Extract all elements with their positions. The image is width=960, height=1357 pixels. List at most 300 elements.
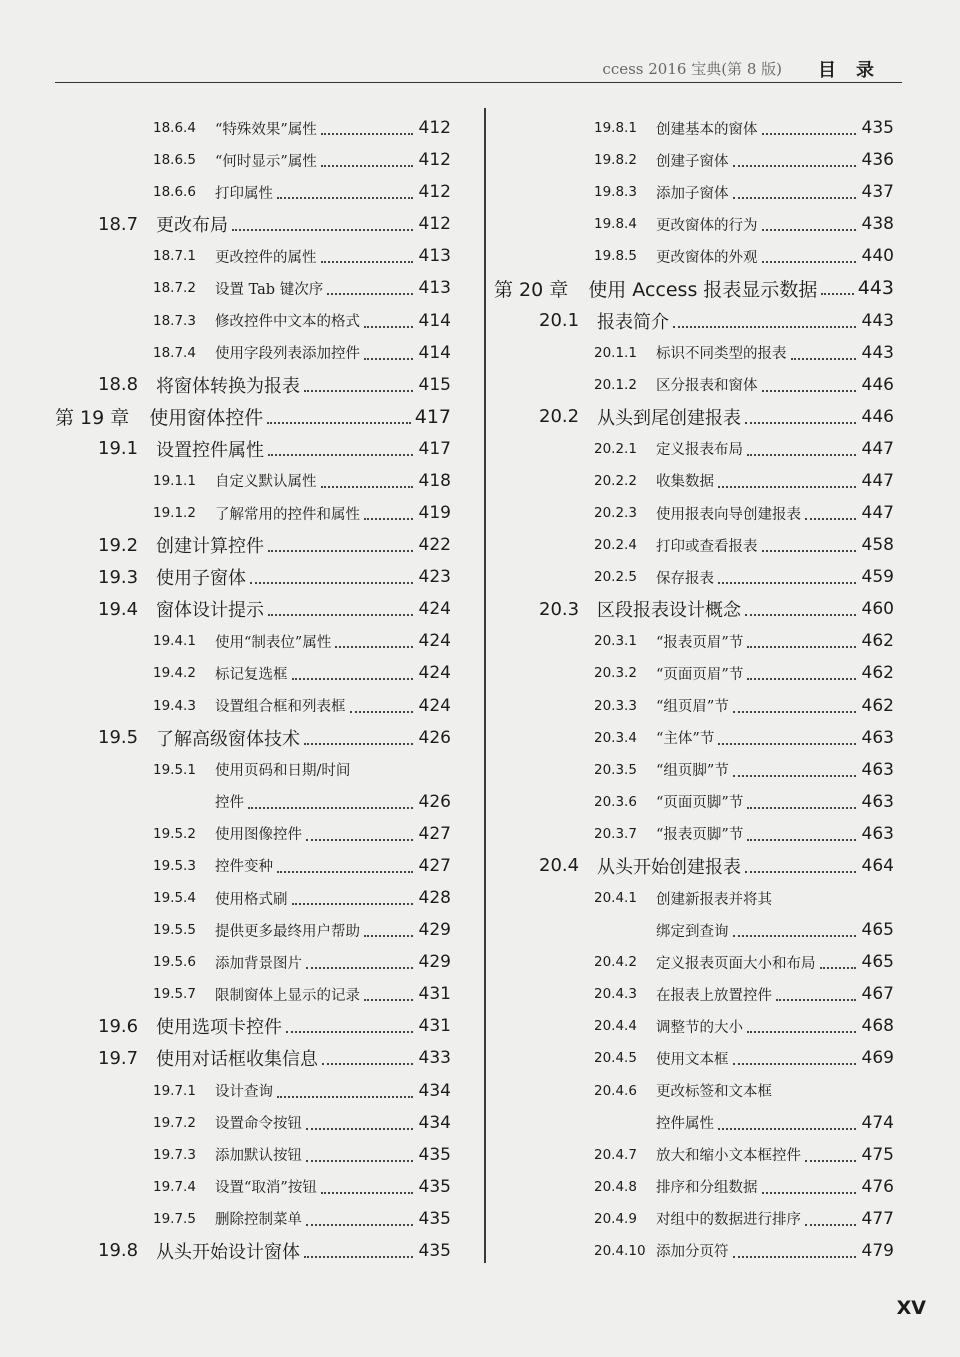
toc-entry-title: 创建基本的窗体 (656, 121, 758, 138)
toc-entry (55, 786, 451, 818)
toc-dot-leader (364, 518, 413, 520)
toc-entry-page: 463 (861, 823, 894, 844)
toc-entry (55, 561, 451, 593)
toc-entry-title: 添加背景图片 (215, 955, 302, 972)
toc-entry (55, 593, 451, 625)
toc-entry-title: 了解常用的控件和属性 (215, 506, 360, 523)
toc-dot-leader (277, 197, 413, 199)
toc-entry-title: “主体”节 (656, 731, 715, 748)
toc-dot-leader (762, 390, 857, 392)
toc-entry (494, 529, 894, 561)
toc-entry-page: 462 (861, 663, 894, 684)
toc-entry-number: 20.3.2 (594, 665, 637, 682)
toc-entry (55, 1139, 451, 1171)
toc-dot-leader (277, 871, 413, 873)
toc-entry (494, 657, 894, 689)
toc-dot-leader (364, 935, 413, 937)
toc-entry (55, 1107, 451, 1139)
toc-entry-title: 区分报表和窗体 (656, 378, 758, 395)
toc-entry-number: 19.7 (98, 1047, 139, 1069)
toc-entry-page: 424 (418, 663, 451, 684)
toc-entry (494, 786, 894, 818)
toc-entry-page: 435 (418, 1144, 451, 1165)
page-number: XV (896, 1297, 926, 1319)
toc-entry-title: 打印或查看报表 (656, 538, 758, 555)
toc-dot-leader (718, 1128, 856, 1130)
toc-entry-title: 了解高级窗体技术 (156, 728, 300, 750)
toc-dot-leader (821, 293, 853, 295)
toc-entry-page: 443 (861, 342, 894, 363)
toc-entry-title: 调整节的大小 (656, 1019, 743, 1036)
toc-dot-leader (268, 454, 413, 456)
toc-dot-leader (718, 582, 856, 584)
toc-entry (55, 272, 451, 304)
toc-entry (55, 946, 451, 978)
toc-entry-title: 使用图像控件 (215, 827, 302, 844)
toc-entry-title: 控件变种 (215, 859, 273, 876)
toc-entry-number: 19.6 (98, 1015, 139, 1037)
toc-entry-number: 20.4 (539, 855, 580, 877)
toc-dot-leader (747, 646, 856, 648)
toc-entry-number: 20.1.2 (594, 376, 637, 393)
toc-entry-page: 464 (861, 855, 894, 876)
toc-entry-number: 19.8.1 (594, 120, 637, 137)
toc-entry-number: 20.2 (539, 406, 580, 428)
toc-entry (55, 625, 451, 657)
toc-entry-number: 19.4.3 (153, 697, 196, 714)
toc-entry (55, 914, 451, 946)
toc-dot-leader (335, 646, 413, 648)
toc-entry (494, 112, 894, 144)
toc-entry-title: 创建子窗体 (656, 153, 729, 170)
toc-entry (494, 561, 894, 593)
toc-entry-page: 443 (857, 277, 894, 300)
toc-entry-page: 414 (418, 342, 451, 363)
toc-entry (55, 657, 451, 689)
toc-entry (55, 850, 451, 882)
toc-entry (55, 144, 451, 176)
toc-entry (494, 497, 894, 529)
toc-entry-number: 19.7.1 (153, 1082, 196, 1099)
toc-dot-leader (304, 743, 413, 745)
toc-entry (55, 882, 451, 914)
page-header (55, 48, 902, 83)
toc-entry-page: 429 (418, 920, 451, 941)
toc-dot-leader (286, 1031, 413, 1033)
toc-entry-title: “组页脚”节 (656, 763, 729, 780)
toc-entry-page: 415 (418, 374, 451, 395)
toc-entry-title: “组页眉”节 (656, 699, 729, 716)
toc-dot-leader (306, 1128, 413, 1130)
toc-dot-leader (304, 390, 413, 392)
toc-entry-number: 18.6.6 (153, 184, 196, 201)
toc-entry-number: 20.3.5 (594, 761, 637, 778)
toc-entry-title: 自定义默认属性 (215, 474, 317, 491)
toc-entry-title: 使用“制表位”属性 (215, 634, 332, 651)
toc-entry-number: 20.3.7 (594, 825, 637, 842)
toc-dot-leader (762, 133, 857, 135)
toc-dot-leader (321, 165, 413, 167)
toc-entry-title: 保存报表 (656, 570, 714, 587)
toc-entry-title: 标识不同类型的报表 (656, 346, 787, 363)
toc-dot-leader (322, 1063, 413, 1065)
toc-entry-page: 427 (418, 823, 451, 844)
toc-entry-title: 更改标签和文本框 (656, 1084, 772, 1101)
toc-dot-leader (747, 839, 856, 841)
toc-entry-page: 435 (418, 1240, 451, 1261)
toc-entry-page: 412 (418, 182, 451, 203)
toc-entry-page: 418 (418, 470, 451, 491)
toc-entry (55, 818, 451, 850)
toc-dot-leader (248, 807, 413, 809)
toc-dot-leader (306, 967, 413, 969)
toc-entry-page: 424 (418, 599, 451, 620)
toc-dot-leader (762, 229, 857, 231)
toc-entry-title: 使用选项卡控件 (156, 1017, 282, 1039)
toc-entry-number: 18.7.1 (153, 248, 196, 265)
toc-entry-title: 收集数据 (656, 474, 714, 491)
toc-entry-number: 19.5.2 (153, 825, 196, 842)
toc-dot-leader (292, 678, 414, 680)
toc-entry-page: 447 (861, 503, 894, 524)
toc-entry-number: 18.7 (98, 213, 139, 235)
toc-entry-number: 19.5.6 (153, 954, 196, 971)
toc-dot-leader (292, 903, 414, 905)
toc-entry-page: 435 (861, 118, 894, 139)
toc-dot-leader (232, 229, 413, 231)
toc-entry-page: 424 (418, 631, 451, 652)
toc-left-column (55, 112, 451, 1267)
toc-entry-page: 413 (418, 246, 451, 267)
toc-entry-number: 20.1 (539, 310, 580, 332)
toc-entry-number: 19.4.1 (153, 633, 196, 650)
toc-entry (494, 690, 894, 722)
toc-dot-leader (745, 422, 856, 424)
section-label: 目录 (818, 60, 894, 81)
toc-dot-leader (364, 326, 413, 328)
toc-dot-leader (277, 1096, 413, 1098)
toc-entry (494, 593, 894, 625)
toc-entry (494, 850, 894, 882)
toc-dot-leader (718, 743, 856, 745)
toc-dot-leader (250, 582, 413, 584)
toc-entry-number: 19.7.4 (153, 1178, 196, 1195)
toc-entry (55, 240, 451, 272)
toc-entry (494, 914, 894, 946)
toc-entry (494, 1171, 894, 1203)
toc-dot-leader (733, 197, 857, 199)
toc-entry (55, 176, 451, 208)
toc-entry (55, 497, 451, 529)
toc-entry (494, 369, 894, 401)
toc-entry-number: 18.8 (98, 374, 139, 396)
toc-entry-number: 19.8.2 (594, 152, 637, 169)
column-divider (484, 108, 486, 1263)
toc-entry (494, 337, 894, 369)
toc-entry-page: 426 (418, 727, 451, 748)
toc-entry-number: 18.7.3 (153, 312, 196, 329)
toc-dot-leader (733, 165, 857, 167)
toc-entry (494, 465, 894, 497)
toc-entry-title: 添加子窗体 (656, 185, 729, 202)
toc-entry-number: 20.2.4 (594, 537, 637, 554)
toc-entry-page: 465 (861, 952, 894, 973)
toc-entry-page: 426 (418, 791, 451, 812)
toc-entry (494, 1203, 894, 1235)
toc-entry-number: 19.5.1 (153, 761, 196, 778)
toc-entry-title: 从头开始设计窗体 (156, 1241, 300, 1263)
toc-entry-page: 413 (418, 278, 451, 299)
toc-entry (494, 433, 894, 465)
toc-entry-number: 19.5.5 (153, 922, 196, 939)
toc-entry-number: 19.5.4 (153, 890, 196, 907)
toc-entry-number: 20.4.3 (594, 986, 637, 1003)
toc-entry (55, 369, 451, 401)
toc-entry-title: 在报表上放置控件 (656, 987, 772, 1004)
toc-entry-title: 设置组合框和列表框 (215, 699, 346, 716)
toc-entry-number: 19.7.2 (153, 1114, 196, 1131)
toc-dot-leader (306, 1224, 413, 1226)
toc-entry (55, 433, 451, 465)
toc-entry-page: 446 (861, 406, 894, 427)
toc-dot-leader (718, 486, 856, 488)
toc-entry-page: 477 (861, 1208, 894, 1229)
toc-entry-title: 使用字段列表添加控件 (215, 346, 360, 363)
toc-entry-page: 462 (861, 695, 894, 716)
toc-entry (55, 1203, 451, 1235)
toc-entry-title: 使用 Access 报表显示数据 (588, 278, 818, 301)
toc-dot-leader (321, 133, 413, 135)
toc-entry-number: 20.4.7 (594, 1146, 637, 1163)
toc-entry-number: 19.8.5 (594, 248, 637, 265)
toc-entry-title: 创建计算控件 (156, 536, 264, 558)
toc-entry-number: 19.3 (98, 566, 139, 588)
toc-entry-title: 定义报表布局 (656, 442, 743, 459)
toc-entry-page: 474 (861, 1112, 894, 1133)
toc-entry-page: 431 (418, 984, 451, 1005)
toc-entry-page: 431 (418, 1016, 451, 1037)
running-book-title: ccess 2016 宝典(第 8 版) (602, 60, 782, 78)
toc-entry-title: 报表简介 (597, 311, 669, 333)
toc-entry (55, 1042, 451, 1074)
toc-entry-title: 限制窗体上显示的记录 (215, 987, 360, 1004)
toc-right-column (494, 112, 894, 1267)
toc-entry (494, 144, 894, 176)
toc-entry-title: 标记复选框 (215, 666, 288, 683)
toc-dot-leader (733, 775, 856, 777)
toc-entry-page: 438 (861, 214, 894, 235)
toc-entry (494, 240, 894, 272)
toc-entry-number: 20.4.1 (594, 890, 637, 907)
toc-entry-page: 462 (861, 631, 894, 652)
toc-entry-title: 控件属性 (656, 1116, 714, 1133)
toc-dot-leader (268, 550, 413, 552)
toc-entry-number: 20.1.1 (594, 344, 637, 361)
toc-entry-page: 463 (861, 759, 894, 780)
toc-entry-number: 20.3.3 (594, 697, 637, 714)
toc-dot-leader (364, 999, 413, 1001)
toc-entry-title: 创建新报表并将其 (656, 891, 772, 908)
toc-dot-leader (776, 999, 856, 1001)
toc-entry-page: 476 (861, 1176, 894, 1197)
toc-entry-page: 440 (861, 246, 894, 267)
toc-entry-title: “页面页脚”节 (656, 795, 744, 812)
toc-entry-number: 20.4.2 (594, 954, 637, 971)
toc-entry (55, 722, 451, 754)
toc-dot-leader (762, 261, 857, 263)
toc-entry-number: 20.3.6 (594, 793, 637, 810)
toc-dot-leader (268, 614, 413, 616)
toc-entry-title: 排序和分组数据 (656, 1180, 758, 1197)
toc-entry-title: 对组中的数据进行排序 (656, 1212, 801, 1229)
toc-dot-leader (747, 678, 856, 680)
toc-entry-page: 446 (861, 374, 894, 395)
toc-entry-number: 18.7.4 (153, 344, 196, 361)
toc-entry-page: 428 (418, 888, 451, 909)
toc-entry-title: 更改窗体的外观 (656, 249, 758, 266)
toc-entry-page: 412 (418, 150, 451, 171)
toc-entry-title: 从头开始创建报表 (597, 856, 741, 878)
toc-dot-leader (791, 358, 857, 360)
toc-entry-title: 使用页码和日期/时间 (215, 763, 351, 780)
toc-entry-number: 19.8 (98, 1240, 139, 1262)
toc-entry-title: “页面页眉”节 (656, 666, 744, 683)
toc-entry-title: 定义报表页面大小和布局 (656, 955, 816, 972)
toc-entry-title: 设置命令按钮 (215, 1116, 302, 1133)
toc-entry-title: 打印属性 (215, 185, 273, 202)
toc-entry-page: 436 (861, 150, 894, 171)
toc-dot-leader (745, 614, 856, 616)
toc-entry (55, 337, 451, 369)
toc-entry (494, 208, 894, 240)
toc-entry-title: 设置 Tab 键次序 (215, 281, 324, 298)
toc-dot-leader (304, 1256, 413, 1258)
toc-entry-number: 20.4.10 (594, 1242, 646, 1259)
toc-entry-number: 18.6.4 (153, 120, 196, 137)
toc-entry-number: 19.4 (98, 598, 139, 620)
toc-entry (494, 401, 894, 433)
toc-entry-number: 19.7.3 (153, 1146, 196, 1163)
toc-entry-title: 将窗体转换为报表 (156, 375, 300, 397)
toc-entry-page: 463 (861, 727, 894, 748)
toc-entry-number: 19.1.2 (153, 505, 196, 522)
toc-entry-title: 使用文本框 (656, 1051, 729, 1068)
toc-dot-leader (321, 486, 414, 488)
toc-dot-leader (745, 871, 856, 873)
toc-entry (494, 1010, 894, 1042)
toc-dot-leader (321, 1192, 413, 1194)
toc-entry-page: 435 (418, 1176, 451, 1197)
toc-entry (494, 1107, 894, 1139)
toc-entry (55, 1075, 451, 1107)
toc-entry (494, 978, 894, 1010)
toc-entry-title: 使用对话框收集信息 (156, 1049, 318, 1071)
toc-entry-number: 19.2 (98, 534, 139, 556)
toc-entry-page: 412 (418, 118, 451, 139)
toc-entry (494, 1042, 894, 1074)
toc-entry-page: 458 (861, 535, 894, 556)
toc-entry-title: 使用子窗体 (156, 568, 246, 590)
toc-dot-leader (747, 807, 856, 809)
toc-entry-page: 469 (861, 1048, 894, 1069)
toc-entry-number: 19.1 (98, 438, 139, 460)
toc-entry-title: 添加分页符 (656, 1244, 729, 1261)
toc-entry (494, 1075, 894, 1107)
toc-dot-leader (733, 935, 857, 937)
toc-entry-page: 447 (861, 470, 894, 491)
toc-entry (494, 176, 894, 208)
toc-entry-page: 417 (418, 438, 451, 459)
toc-entry-page: 435 (418, 1208, 451, 1229)
toc-entry-title: 更改布局 (156, 215, 228, 237)
toc-entry (55, 529, 451, 561)
toc-entry-title: 窗体设计提示 (156, 600, 264, 622)
toc-entry (55, 978, 451, 1010)
toc-entry-number: 18.6.5 (153, 152, 196, 169)
toc-entry-title: 控件 (215, 795, 244, 812)
toc-entry (55, 1171, 451, 1203)
toc-dot-leader (820, 967, 857, 969)
toc-entry-title: “何时显示”属性 (215, 153, 317, 170)
toc-entry-title: 放大和缩小文本框控件 (656, 1148, 801, 1165)
toc-entry-number: 20.3.1 (594, 633, 637, 650)
toc-entry (55, 690, 451, 722)
toc-entry-page: 414 (418, 310, 451, 331)
toc-entry-title: 使用报表向导创建报表 (656, 506, 801, 523)
toc-entry-title: “特殊效果”属性 (215, 121, 317, 138)
toc-entry-page: 412 (418, 214, 451, 235)
toc-entry-number: 19.5.3 (153, 857, 196, 874)
toc-entry-number: 20.2.1 (594, 440, 637, 457)
toc-dot-leader (805, 1160, 856, 1162)
toc-entry-number: 19.8.4 (594, 216, 637, 233)
toc-entry (494, 1235, 894, 1267)
toc-entry-page: 417 (414, 405, 451, 428)
toc-entry-page: 460 (861, 599, 894, 620)
toc-entry-title: 添加默认按钮 (215, 1148, 302, 1165)
toc-entry-number: 20.4.5 (594, 1050, 637, 1067)
toc-entry-title: “报表页眉”节 (656, 634, 744, 651)
toc-entry-number: 19.4.2 (153, 665, 196, 682)
toc-dot-leader (733, 1256, 857, 1258)
toc-dot-leader (350, 711, 414, 713)
toc-entry (494, 722, 894, 754)
toc-dot-leader (747, 454, 856, 456)
toc-entry-page: 434 (418, 1080, 451, 1101)
toc-entry-number: 20.2.5 (594, 569, 637, 586)
toc-entry-number: 20.4.6 (594, 1082, 637, 1099)
toc-entry (494, 882, 894, 914)
toc-entry (494, 272, 894, 304)
toc-entry-page: 423 (418, 567, 451, 588)
toc-entry-page: 463 (861, 791, 894, 812)
toc-entry (55, 208, 451, 240)
toc-entry-title: 更改窗体的行为 (656, 217, 758, 234)
toc-entry (55, 401, 451, 433)
toc-entry-page: 475 (861, 1144, 894, 1165)
toc-entry-page: 422 (418, 535, 451, 556)
toc-entry-number: 19.5.7 (153, 986, 196, 1003)
toc-dot-leader (733, 711, 856, 713)
toc-entry-page: 467 (861, 984, 894, 1005)
toc-entry (55, 112, 451, 144)
toc-entry-number: 第 19 章 (55, 407, 130, 430)
toc-entry-title: 更改控件的属性 (215, 249, 317, 266)
toc-dot-leader (805, 518, 856, 520)
toc-entry-page: 433 (418, 1048, 451, 1069)
toc-entry-number: 19.1.1 (153, 472, 196, 489)
toc-entry (55, 1235, 451, 1267)
